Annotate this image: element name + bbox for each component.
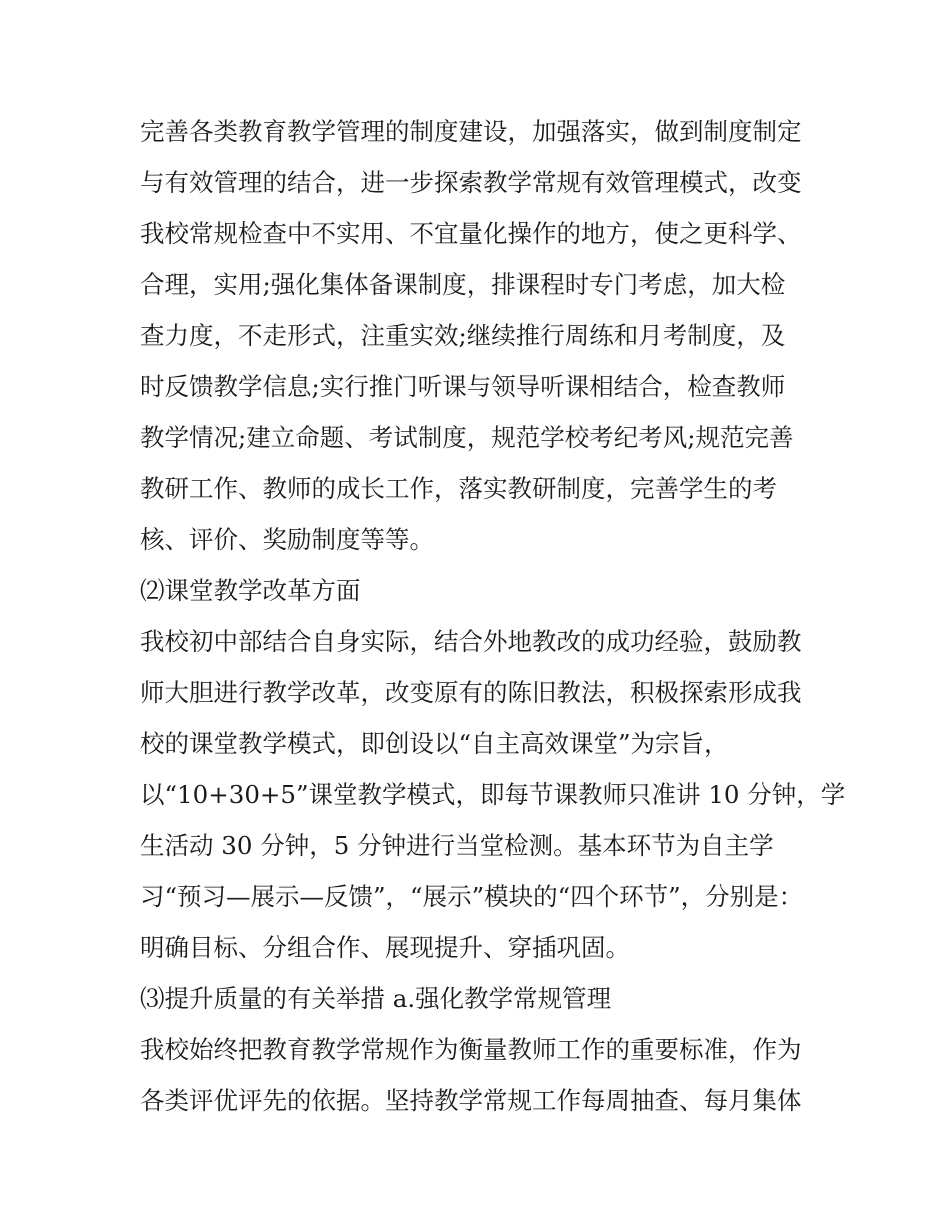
- text-line-8: 教研工作、教师的成长工作，落实教研制度，完善学生的考: [140, 474, 777, 503]
- section-heading-3: ⑶提升质量的有关举措 a.强化教学常规管理: [140, 984, 612, 1013]
- text-line-2: 与有效管理的结合，进一步探索教学常规有效管理模式，改变: [140, 168, 802, 197]
- text-line-11: 我校初中部结合自身实际，结合外地教改的成功经验，鼓励教: [140, 627, 802, 656]
- text-line-14: 以“10+30+5”课堂教学模式，即每节课教师只准讲 10 分钟，学: [140, 780, 846, 809]
- text-line-4: 合理，实用;强化集体备课制度，排课程时专门考虑，加大检: [140, 270, 786, 299]
- text-line-19: 我校始终把教育教学常规作为衡量教师工作的重要标准，作为: [140, 1035, 802, 1064]
- text-line-17: 明确目标、分组合作、展现提升、穿插巩固。: [140, 933, 630, 962]
- text-line-3: 我校常规检查中不实用、不宜量化操作的地方，使之更科学、: [140, 219, 802, 248]
- text-line-7: 教学情况;建立命题、考试制度，规范学校考纪考风;规范完善: [140, 423, 794, 452]
- text-line-16: 习“预习—展示—反馈”，“展示”模块的“四个环节”，分别是：: [140, 882, 804, 911]
- text-line-9: 核、评价、奖励制度等等。: [140, 525, 434, 554]
- document-body: [140, 106, 846, 1126]
- text-line-6: 时反馈教学信息;实行推门听课与领导听课相结合，检查教师: [140, 372, 786, 401]
- text-line-5: 查力度，不走形式，注重实效;继续推行周练和月考制度，及: [140, 321, 786, 350]
- text-line-13: 校的课堂教学模式，即创设以“自主高效课堂”为宗旨，: [140, 729, 729, 758]
- text-line-20: 各类评优评先的依据。坚持教学常规工作每周抽查、每月集体: [140, 1086, 802, 1115]
- text-line-15: 生活动 30 分钟，5 分钟进行当堂检测。基本环节为自主学: [140, 831, 774, 860]
- text-line-1: 完善各类教育教学管理的制度建设，加强落实，做到制度制定: [140, 117, 802, 146]
- section-heading-2: ⑵课堂教学改革方面: [140, 576, 361, 605]
- text-line-12: 师大胆进行教学改革，改变原有的陈旧教法，积极探索形成我: [140, 678, 802, 707]
